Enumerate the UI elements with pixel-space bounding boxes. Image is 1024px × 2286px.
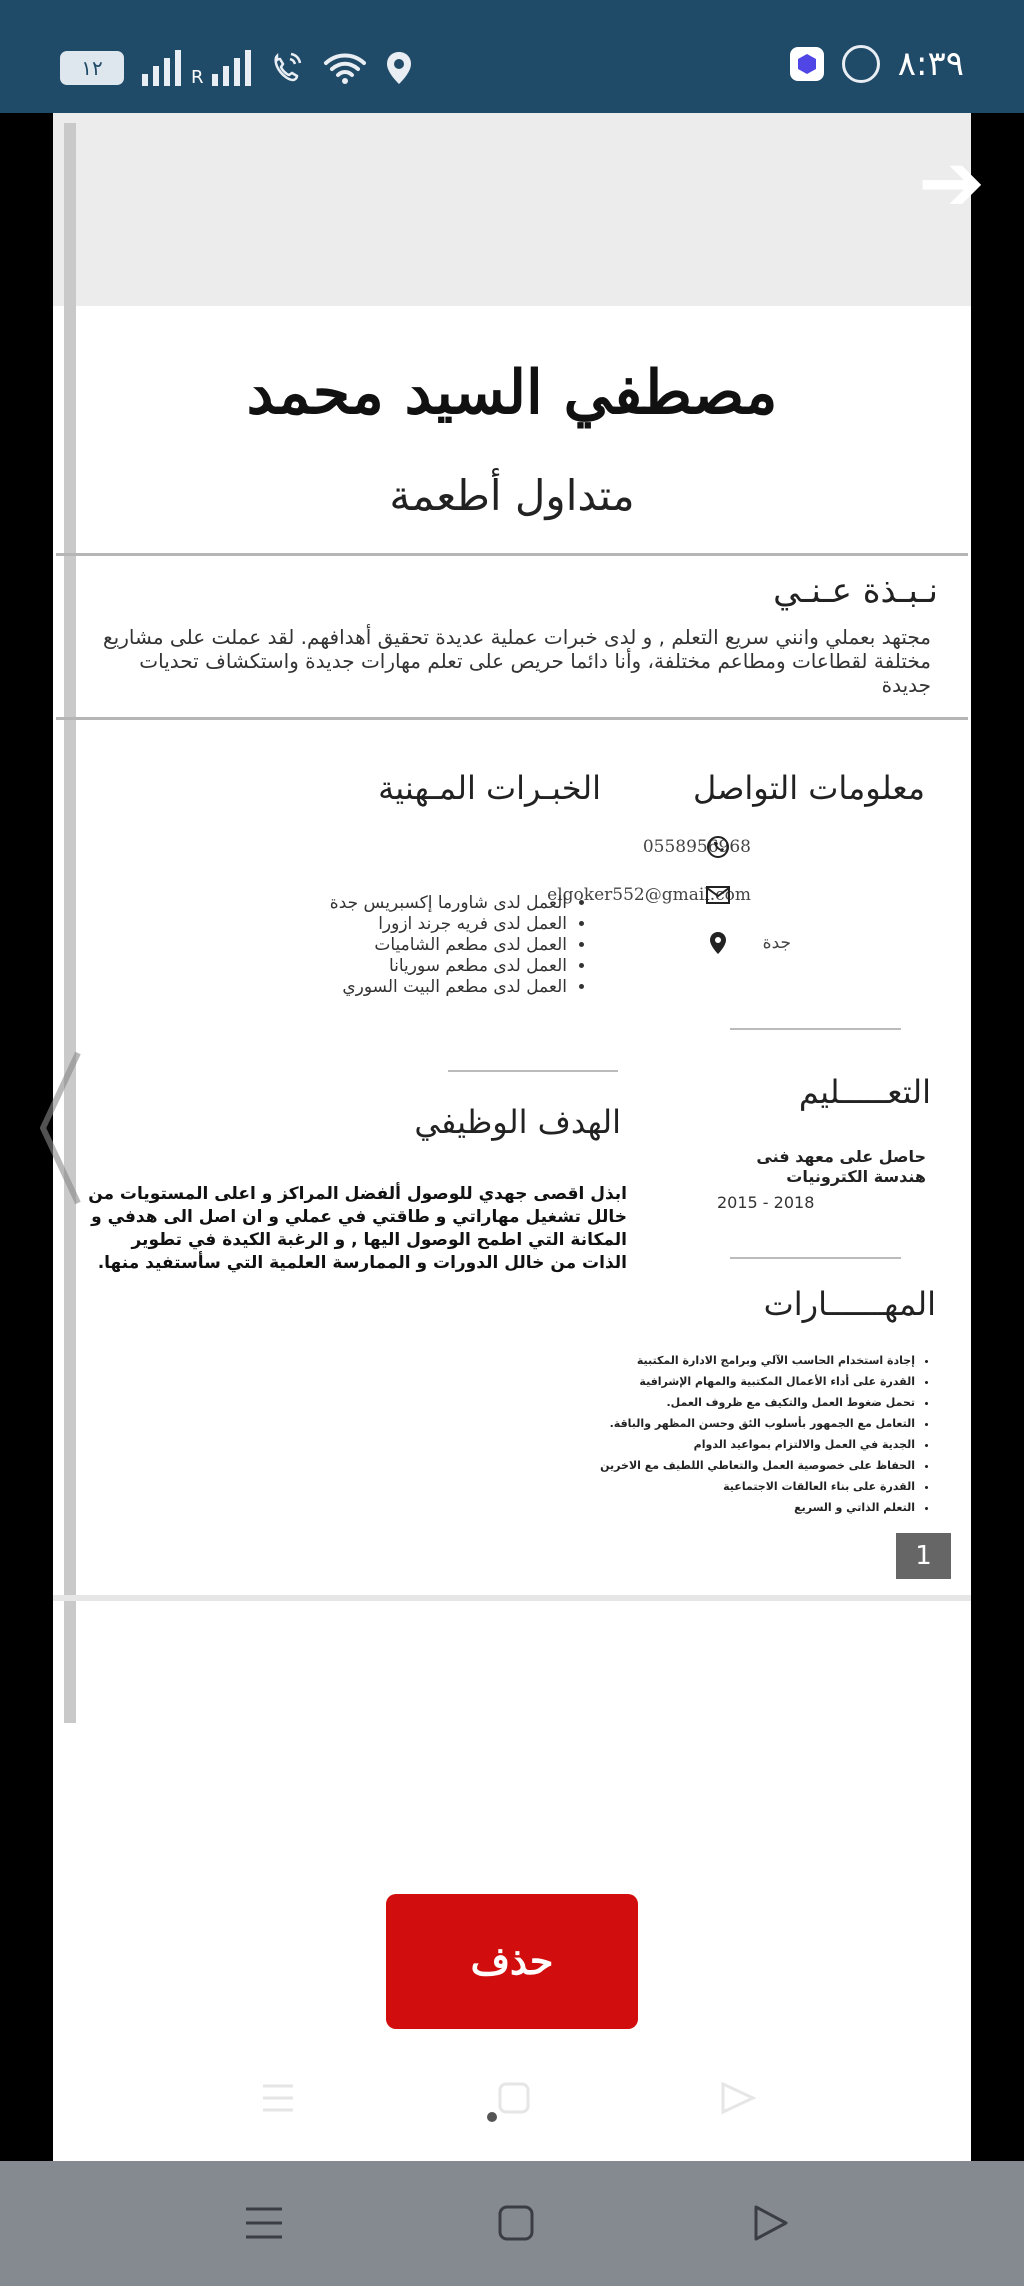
- menu-icon: [244, 2205, 284, 2241]
- messenger-icon: [842, 45, 880, 83]
- objective-title: الهدف الوظيفي: [414, 1103, 621, 1141]
- battery-level: ١٢: [81, 56, 103, 80]
- page-bottom-divider: [53, 1595, 971, 1601]
- education-degree-line1: حاصل على معهد فنى: [756, 1147, 926, 1166]
- wifi-icon: [323, 51, 367, 85]
- list-item: • التعامل مع الجمهور بأسلوب الئق وحسن المظهر والباقة.: [585, 1413, 915, 1434]
- list-item: • العمل لدى شاورما إكسبريس جدة: [267, 893, 567, 914]
- back-triangle-icon: [750, 2203, 790, 2243]
- list-item: • العمل لدى مطعم الشاميات: [267, 935, 567, 956]
- menu-button[interactable]: [238, 2197, 290, 2249]
- education-dates: 2015 - 2018: [717, 1193, 815, 1212]
- about-title: نـبـذة عـنـي: [773, 571, 938, 611]
- about-text: مجتهد بعملي وانني سريع التعلم , و لدى خبرات عملية عديدة تحقيق أهدافهم. لقد عملت على مشاريع مختلفة لقطاعات ومطاعم مختلفة، وأنا دائما حريص على تعلم مهارات جديدة واستكشاف تحديات جديدة: [103, 625, 931, 697]
- divider: [448, 1070, 618, 1072]
- touch-indicator: [487, 2112, 497, 2122]
- skills-title: المهــــــارات: [763, 1285, 936, 1323]
- home-icon: [497, 2204, 535, 2242]
- education-degree-line2: هندسة الكترونيات: [786, 1167, 926, 1186]
- status-bar: [0, 0, 1024, 113]
- faded-nav-overlay: [53, 2078, 971, 2118]
- resume-preview[interactable]: [53, 113, 985, 2161]
- divider: [56, 717, 968, 720]
- list-item: • إجادة استخدام الحاسب الآلي وبرامج الادارة المكتبية: [585, 1350, 915, 1371]
- preview-header-band: [53, 113, 971, 306]
- clock: ٨:٣٩: [897, 44, 964, 84]
- wifi-call-icon: [269, 50, 305, 86]
- objective-text: ابذل اقصى جهدي للوصول ألفضل المراكز و اعلى المستويات من خالل تشغيل مهاراتي و طاقتي في عملي و ان اصل الى هدفي و المكانة التي اطمح الوصول اليها , و الرغبة الكيدة في تطوير الذات من خالل الدورات و الممارسة العلمية التي سأستفيد منها.: [88, 1184, 627, 1273]
- back-button[interactable]: [744, 2197, 796, 2249]
- list-item: • القدرة على بناء العالقات الاجتماعية: [585, 1476, 915, 1497]
- divider: [730, 1257, 901, 1259]
- list-item: • التعلم الذاتي و السريع: [585, 1497, 915, 1518]
- experience-title: الخبـرات المـهنية: [378, 769, 601, 807]
- home-button[interactable]: [490, 2197, 542, 2249]
- divider: [730, 1028, 901, 1030]
- roaming-label: R: [191, 67, 204, 88]
- list-item: • القدرة على أداء الأعمال المكتبية والمهام الإشرافية: [585, 1371, 915, 1392]
- next-arrow-icon[interactable]: ➔: [917, 136, 985, 229]
- location-text: جدة: [762, 933, 791, 953]
- resume-name: مصطفي السيد محمد: [246, 358, 778, 428]
- page-number: 1: [896, 1533, 951, 1579]
- list-item: • الحفاظ على خصوصية العمل والتعاطي اللطيف مع الاخرين: [585, 1455, 915, 1476]
- contact-phone[interactable]: [643, 837, 751, 857]
- skills-list: [585, 1350, 941, 1518]
- signal-icon-2: [212, 50, 251, 86]
- education-title: التعـــــليم: [798, 1073, 931, 1111]
- experience-list: [267, 893, 601, 998]
- resume-job-title: متداول أطعمة: [389, 471, 635, 520]
- signal-icon: [142, 50, 181, 86]
- divider: [56, 553, 968, 556]
- contact-location: [763, 933, 791, 953]
- status-icons-right: [790, 44, 964, 84]
- list-item: • العمل لدى فريه جرند ازورا: [267, 914, 567, 935]
- list-item: • العمل لدى مطعم البيت السوري: [267, 977, 567, 998]
- phone-text: 0558956968: [642, 837, 751, 857]
- map-pin-icon: [709, 931, 727, 955]
- status-icons-left: [60, 48, 413, 88]
- delete-button[interactable]: حذف: [386, 1894, 638, 2029]
- contact-title: معلومات التواصل: [692, 769, 925, 807]
- list-item: • تحمل ضغوط العمل والتكيف مع ظروف العمل.: [585, 1392, 915, 1413]
- email-text: elgoker552@gmail.com: [547, 885, 751, 905]
- location-icon: [385, 50, 413, 86]
- phone-icon: [706, 835, 730, 859]
- app-notification-icon: [790, 47, 824, 81]
- email-icon: [706, 885, 730, 905]
- battery-icon: [60, 51, 124, 85]
- list-item: • الجدية في العمل والالتزام بمواعيد الدوام: [585, 1434, 915, 1455]
- system-nav-bar: [0, 2161, 1024, 2286]
- list-item: • العمل لدى مطعم سوريانا: [267, 956, 567, 977]
